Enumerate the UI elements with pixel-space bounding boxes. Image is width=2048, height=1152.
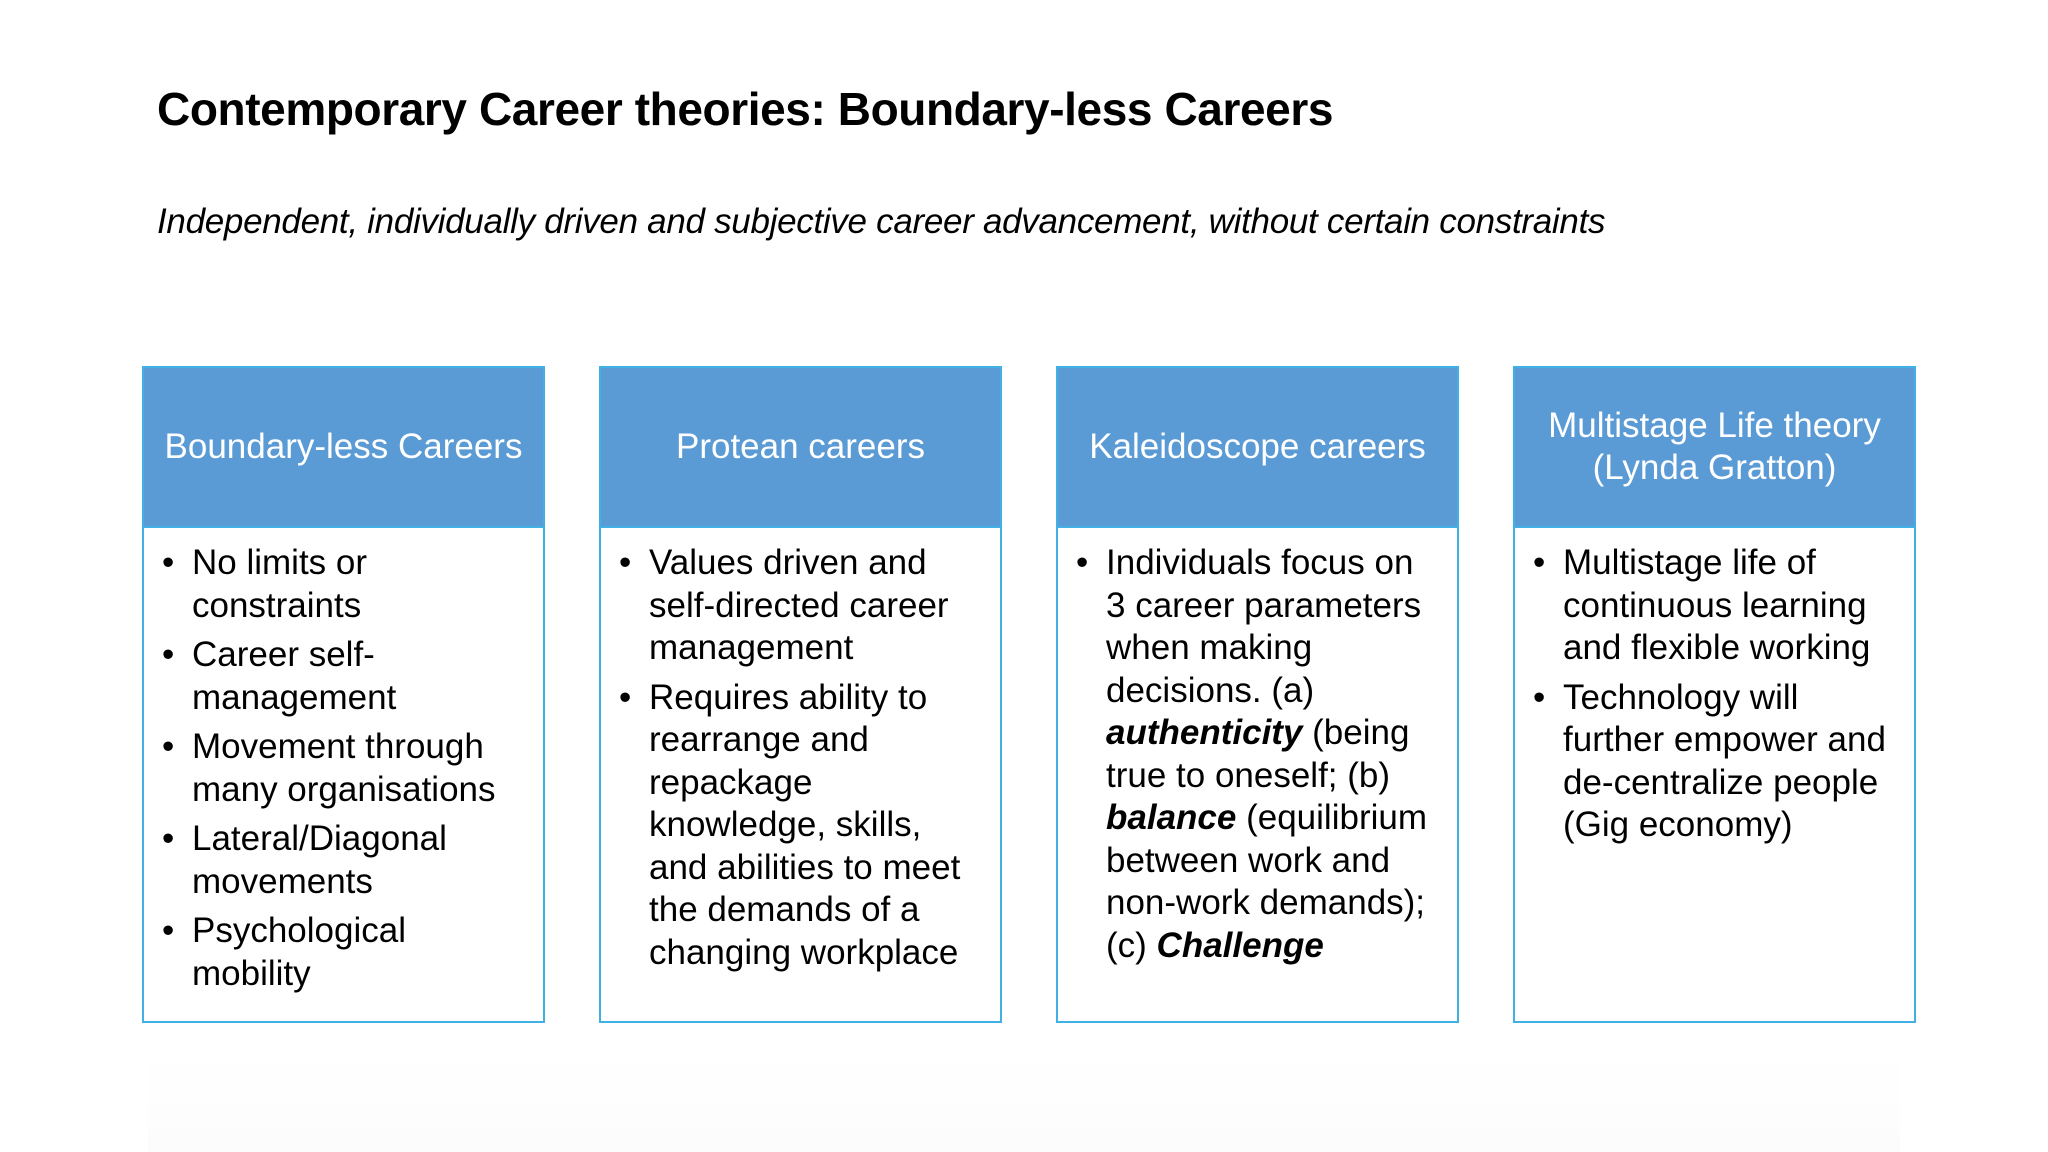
- list-item: [162, 818, 525, 903]
- bullet-dot-icon: •: [162, 543, 175, 582]
- list-item: [619, 542, 982, 670]
- bullet-dot-icon: •: [162, 911, 175, 950]
- bullet-dot-icon: •: [162, 635, 175, 674]
- term-description: (being true to oneself; (b): [1106, 713, 1410, 795]
- list-item-text: No limits or constraints: [192, 543, 368, 625]
- list-item-text: Multistage life of continuous learning and flexible working: [1563, 543, 1871, 667]
- list-item-text: Career self-management: [192, 635, 397, 717]
- term-balance: balance: [1106, 798, 1237, 837]
- list-item-text: Values driven and self-directed career management: [649, 543, 949, 667]
- card-bullet-list: [1515, 528, 1914, 847]
- list-item-text: Individuals focus on 3 career parameters when making decisions. (a): [1106, 543, 1422, 710]
- card-heading: Boundary-less Careers: [144, 368, 543, 528]
- list-item-text: Psychological mobility: [192, 911, 406, 993]
- list-item-text: Movement through many organisations: [192, 727, 496, 809]
- list-item: [1533, 677, 1896, 847]
- card-kaleidoscope-careers: [1056, 366, 1459, 1023]
- list-item: [1533, 542, 1896, 670]
- bullet-dot-icon: •: [1533, 677, 1546, 717]
- term-challenge: Challenge: [1156, 925, 1324, 965]
- list-item-text: Requires ability to rearrange and repackage knowledge, skills, and abilities to meet the demands of a changing workplace: [649, 677, 961, 972]
- list-item: [162, 542, 525, 627]
- card-protean-careers: [599, 366, 1002, 1023]
- list-item: [162, 726, 525, 811]
- slide-subtitle: Independent, individually driven and subjective career advancement, without certain constraints: [157, 202, 1606, 241]
- term-authenticity: authenticity: [1106, 713, 1303, 752]
- card-bullet-list: [144, 528, 543, 995]
- card-bullet-list: [1058, 528, 1457, 967]
- card-bullet-list: [601, 528, 1000, 974]
- bullet-dot-icon: •: [1076, 543, 1089, 582]
- bullet-dot-icon: •: [1533, 543, 1546, 582]
- card-multistage-life-theory: [1513, 366, 1916, 1023]
- bullet-dot-icon: •: [162, 819, 175, 858]
- bullet-dot-icon: •: [619, 677, 632, 717]
- bullet-dot-icon: •: [619, 543, 632, 582]
- card-heading: Kaleidoscope careers: [1058, 368, 1457, 528]
- term-description: (equilibrium between work and non-work demands); (c): [1106, 798, 1427, 965]
- card-heading: Multistage Life theory (Lynda Gratton): [1515, 368, 1914, 528]
- list-item-text: Technology will further empower and de-centralize people (Gig economy): [1563, 677, 1886, 844]
- card-heading: Protean careers: [601, 368, 1000, 528]
- list-item: [1076, 542, 1439, 967]
- list-item: [162, 910, 525, 995]
- bullet-dot-icon: •: [162, 727, 175, 766]
- list-item: [162, 634, 525, 719]
- slide-bottom-band: [148, 1050, 1900, 1152]
- list-item-text: Lateral/Diagonal movements: [192, 819, 447, 901]
- card-boundaryless-careers: [142, 366, 545, 1023]
- list-item: [619, 677, 982, 975]
- slide-title: Contemporary Career theories: Boundary-less Careers: [157, 83, 1334, 135]
